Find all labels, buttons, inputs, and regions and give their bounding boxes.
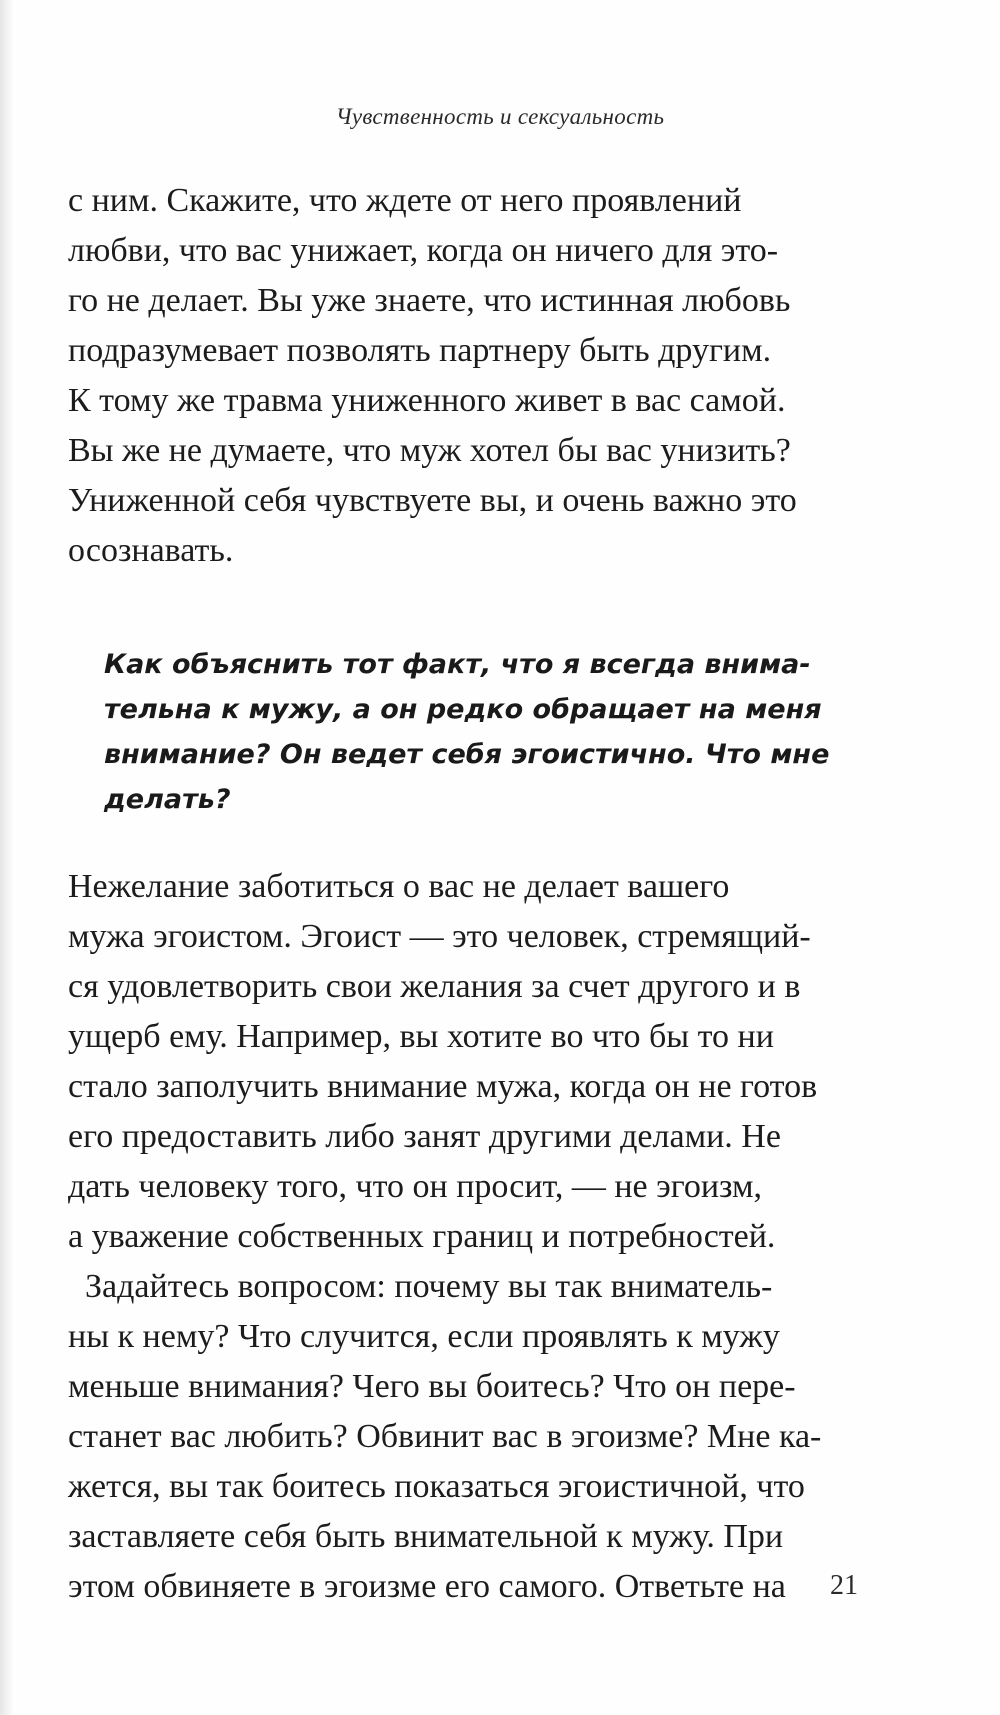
paragraph-3 <box>68 1262 858 1612</box>
question-block <box>104 642 864 822</box>
text-line: с ним. Скажите, что ждете от него проявлений <box>68 182 742 219</box>
text-line: ся удовлетворить свои желания за счет другого и в <box>68 968 801 1005</box>
text-line: стало заполучить внимание мужа, когда он не готов <box>68 1068 818 1105</box>
page-number: 21 <box>830 1570 858 1601</box>
text-line: дать человеку того, что он просит, — не эгоизм, <box>68 1168 762 1205</box>
page-gutter-shadow <box>0 0 14 1715</box>
running-head: Чувственность и сексуальность <box>335 104 665 129</box>
text-line: ущерб ему. Например, вы хотите во что бы то ни <box>68 1018 774 1055</box>
text-line: а уважение собственных границ и потребностей. <box>68 1218 776 1255</box>
text-line: этом обвиняете в эгоизме его самого. Ответьте на <box>68 1568 786 1605</box>
paragraph-2 <box>68 862 858 1262</box>
question-line: делать? <box>104 784 231 815</box>
text-line: ны к нему? Что случится, если проявлять к мужу <box>68 1318 780 1355</box>
text-line: Вы же не думаете, что муж хотел бы вас унизить? <box>68 432 791 469</box>
text-line: Задайтесь вопросом: почему вы так вниматель- <box>68 1268 773 1305</box>
text-line: го не делает. Вы уже знаете, что истинная любовь <box>68 282 791 319</box>
text-line: станет вас любить? Обвинит вас в эгоизме? Мне ка- <box>68 1418 822 1455</box>
text-line: меньше внимания? Чего вы боитесь? Что он пере- <box>68 1368 796 1405</box>
question-line: тельна к мужу, а он редко обращает на меня <box>104 694 822 725</box>
text-line: его предоставить либо занят другими делами. Не <box>68 1118 781 1155</box>
text-line: любви, что вас унижает, когда он ничего для это- <box>68 232 779 269</box>
text-line: осознавать. <box>68 532 234 569</box>
text-line: жется, вы так боитесь показаться эгоистичной, что <box>68 1468 805 1505</box>
paragraph-1 <box>68 176 858 576</box>
text-line: подразумевает позволять партнеру быть другим. <box>68 332 772 369</box>
text-line: мужа эгоистом. Эгоист — это человек, стремящий- <box>68 918 811 955</box>
text-line: Нежелание заботиться о вас не делает вашего <box>68 868 730 905</box>
question-line: Как объяснить тот факт, что я всегда внима- <box>104 649 811 680</box>
text-line: заставляете себя быть внимательной к мужу. При <box>68 1518 784 1555</box>
text-line: Униженной себя чувствуете вы, и очень важно это <box>68 482 797 519</box>
question-line: внимание? Он ведет себя эгоистично. Что мне <box>104 739 830 770</box>
text-line: К тому же травма униженного живет в вас самой. <box>68 382 786 419</box>
